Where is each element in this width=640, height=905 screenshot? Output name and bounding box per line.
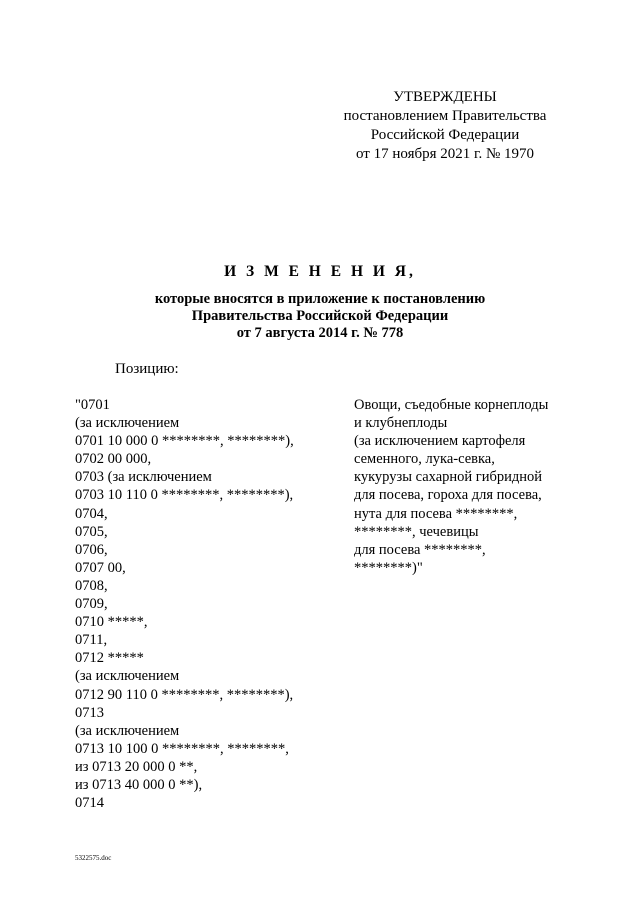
description-line: (за исключением картофеля — [354, 433, 526, 450]
description-line: семенного, лука-севка, — [354, 451, 495, 468]
approval-line: от 17 ноября 2021 г. № 1970 — [355, 146, 535, 162]
code-line: 0712 90 110 0 ********, ********), — [75, 686, 294, 703]
description-line: кукурузы сахарной гибридной — [354, 469, 543, 486]
code-line: 0701 10 000 0 ********, ********), — [75, 433, 294, 450]
subtitle-line: Правительства Российской Федерации — [191, 308, 449, 324]
description-line: для посева, гороха для посева, — [354, 487, 542, 504]
approval-line: Российской Федерации — [370, 127, 520, 143]
description-line: Овощи, съедобные корнеплоды — [354, 397, 549, 413]
code-line: 0702 00 000, — [75, 451, 152, 468]
description-line: нута для посева ********, — [354, 505, 518, 522]
code-line: 0707 00, — [75, 559, 126, 576]
code-line: 0714 — [75, 795, 104, 812]
code-line: 0709, — [75, 596, 108, 613]
code-line: (за исключением — [75, 722, 180, 739]
code-line: из 0713 20 000 0 **, — [75, 758, 198, 775]
document-heading: И З М Е Н Е Н И Я, — [224, 263, 416, 280]
description-line: для посева ********, — [354, 541, 486, 558]
code-line: 0713 10 100 0 ********, ********, — [75, 740, 289, 757]
code-line: 0711, — [75, 632, 108, 649]
document-title-block — [0, 262, 640, 342]
code-line: 0712 ***** — [75, 650, 144, 667]
code-line: (за исключением — [75, 668, 180, 685]
description-line: ********)" — [354, 559, 423, 576]
code-line: "0701 — [75, 397, 110, 413]
code-line: 0703 10 110 0 ********, ********), — [75, 487, 294, 504]
code-column — [75, 396, 345, 812]
code-line: (за исключением — [75, 415, 180, 432]
description-line: ********, чечевицы — [354, 523, 479, 540]
description-line: и клубнеплоды — [354, 415, 448, 432]
code-line: 0708, — [75, 577, 108, 594]
code-line: 0713 — [75, 704, 104, 721]
subtitle-line: от 7 августа 2014 г. № 778 — [236, 325, 404, 341]
approval-heading: УТВЕРЖДЕНЫ — [393, 89, 497, 105]
file-name-footer: 5322575.doc — [75, 854, 112, 862]
position-label: Позицию: — [115, 361, 179, 377]
description-column — [354, 396, 604, 577]
approval-line: постановлением Правительства — [343, 108, 547, 124]
code-line: 0710 *****, — [75, 614, 148, 631]
subtitle-line: которые вносятся в приложение к постановлению — [154, 291, 486, 307]
document-subtitle — [0, 291, 640, 342]
code-line: 0704, — [75, 505, 108, 522]
approval-block — [330, 88, 560, 164]
code-line: 0705, — [75, 523, 108, 540]
code-line: 0703 (за исключением — [75, 469, 212, 486]
code-line: из 0713 40 000 0 **), — [75, 776, 203, 793]
code-line: 0706, — [75, 541, 108, 558]
